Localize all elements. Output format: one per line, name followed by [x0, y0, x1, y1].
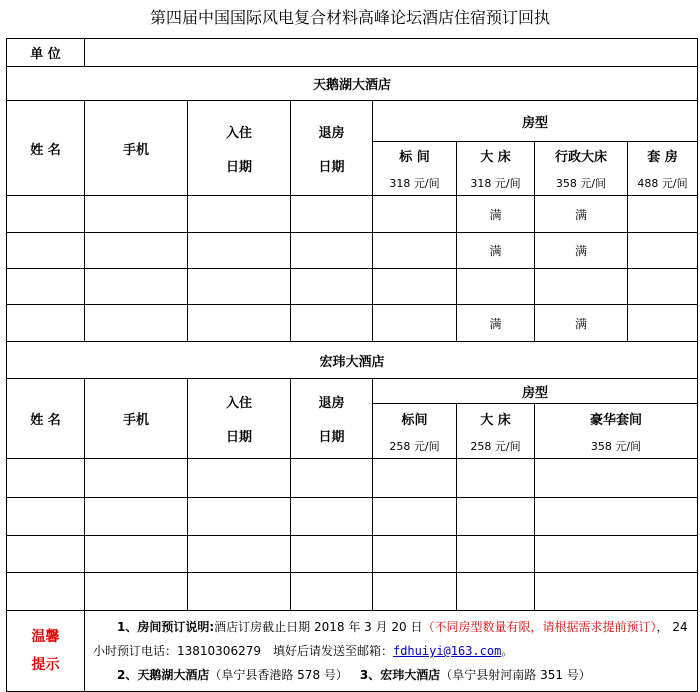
checkin-label: 入住	[225, 125, 252, 141]
text: 318 元/间	[470, 177, 521, 190]
text: 。	[501, 644, 514, 658]
form-cell[interactable]	[188, 573, 291, 611]
hotel1-name: 天鹅湖大酒店	[7, 67, 698, 101]
text: 标间	[401, 412, 428, 428]
room-king	[457, 404, 535, 459]
text: 3、宏玮大酒店	[359, 668, 441, 682]
form-cell[interactable]	[535, 498, 698, 536]
room-king	[457, 142, 535, 196]
form-cell[interactable]	[373, 305, 457, 342]
form-cell[interactable]	[628, 196, 698, 233]
form-cell[interactable]	[373, 233, 457, 269]
form-cell[interactable]	[535, 269, 628, 305]
col-checkout	[291, 101, 373, 196]
form-cell[interactable]	[188, 269, 291, 305]
hotel2-name: 宏玮大酒店	[7, 342, 698, 379]
form-cell[interactable]	[85, 536, 188, 573]
form-cell[interactable]	[85, 269, 188, 305]
form-cell[interactable]	[188, 305, 291, 342]
form-cell[interactable]	[7, 498, 85, 536]
table-row	[7, 536, 698, 573]
col-checkin	[188, 379, 291, 459]
text: 行政大床	[554, 150, 607, 165]
checkout-label: 退房	[318, 125, 345, 141]
form-cell[interactable]	[7, 196, 85, 233]
tips-content	[85, 611, 698, 692]
text: 豪华套间	[590, 412, 643, 428]
col-name: 姓 名	[7, 379, 85, 459]
table-row	[7, 305, 698, 342]
form-cell[interactable]	[85, 305, 188, 342]
form-cell[interactable]	[291, 498, 373, 536]
form-cell[interactable]	[188, 536, 291, 573]
text: 大 床	[480, 412, 511, 428]
form-cell[interactable]	[85, 573, 188, 611]
form-cell[interactable]	[85, 459, 188, 498]
tips-label	[7, 611, 85, 692]
text: 488 元/间	[637, 177, 688, 190]
text: （阜宁县射河南路 351 号）	[440, 668, 591, 682]
booking-form-table	[6, 38, 698, 692]
form-cell[interactable]	[457, 536, 535, 573]
form-cell[interactable]: 满	[535, 305, 628, 342]
form-cell[interactable]	[85, 196, 188, 233]
form-cell[interactable]	[457, 459, 535, 498]
text: 标 间	[399, 150, 430, 165]
room-standard	[373, 142, 457, 196]
form-cell[interactable]	[628, 305, 698, 342]
text: （阜宁县香港路 578 号）	[209, 668, 348, 682]
form-cell[interactable]	[7, 459, 85, 498]
form-cell[interactable]	[7, 305, 85, 342]
form-cell[interactable]	[628, 269, 698, 305]
text: 2、天鹅湖大酒店	[117, 668, 210, 682]
form-cell[interactable]	[291, 196, 373, 233]
col-checkin	[188, 101, 291, 196]
room-suite	[628, 142, 698, 196]
form-cell[interactable]	[291, 459, 373, 498]
form-cell[interactable]	[457, 573, 535, 611]
form-cell[interactable]: 满	[535, 196, 628, 233]
form-cell[interactable]	[291, 233, 373, 269]
text: 酒店订房截止日期 2018 年 3 月 20 日	[214, 620, 423, 634]
form-cell[interactable]	[535, 536, 698, 573]
form-cell[interactable]	[291, 573, 373, 611]
form-cell[interactable]	[373, 536, 457, 573]
form-cell[interactable]	[373, 459, 457, 498]
form-cell[interactable]	[85, 498, 188, 536]
form-cell[interactable]	[7, 573, 85, 611]
form-cell[interactable]	[188, 498, 291, 536]
col-room-type: 房型	[373, 379, 698, 404]
text: ， 24 小时预订电话：13810306279 填好后请发送至邮箱：	[93, 620, 688, 658]
form-cell[interactable]	[373, 573, 457, 611]
checkout-label: 退房	[318, 396, 345, 411]
checkin-label: 入住	[225, 396, 252, 411]
table-row	[7, 196, 698, 233]
table-row	[7, 573, 698, 611]
form-cell[interactable]	[628, 233, 698, 269]
table-row	[7, 498, 698, 536]
col-checkout	[291, 379, 373, 459]
text: 套 房	[647, 150, 678, 165]
form-cell[interactable]	[373, 196, 457, 233]
text: 温馨	[31, 629, 60, 645]
text: 318 元/间	[389, 177, 440, 190]
text: 358 元/间	[590, 439, 642, 453]
room-standard	[373, 404, 457, 459]
form-cell[interactable]	[535, 459, 698, 498]
form-cell[interactable]	[291, 305, 373, 342]
form-cell[interactable]: 满	[535, 233, 628, 269]
page-title: 第四届中国国际风电复合材料高峰论坛酒店住宿预订回执	[149, 8, 550, 27]
table-row	[7, 233, 698, 269]
form-cell[interactable]	[85, 233, 188, 269]
unit-label: 单 位	[7, 39, 85, 67]
text: 358 元/间	[555, 177, 607, 190]
form-cell[interactable]	[373, 498, 457, 536]
form-cell[interactable]	[373, 269, 457, 305]
text: （不同房型数量有限，请根据需求提前预订）	[422, 620, 657, 634]
text: 提示	[31, 657, 60, 673]
form-cell[interactable]	[291, 536, 373, 573]
form-cell[interactable]	[7, 536, 85, 573]
date-label: 日期	[225, 430, 252, 445]
form-cell[interactable]: 满	[457, 305, 535, 342]
form-cell[interactable]	[7, 269, 85, 305]
col-room-type: 房型	[373, 101, 698, 142]
date-label: 日期	[225, 159, 252, 175]
form-cell[interactable]	[188, 196, 291, 233]
col-phone: 手机	[85, 101, 188, 196]
text: 大 床	[480, 150, 511, 165]
table-row	[7, 459, 698, 498]
form-cell[interactable]	[457, 269, 535, 305]
text: 1、房间预订说明:	[117, 620, 215, 634]
col-phone: 手机	[85, 379, 188, 459]
form-cell[interactable]	[188, 233, 291, 269]
form-cell[interactable]	[188, 459, 291, 498]
unit-input[interactable]	[85, 39, 698, 67]
col-name: 姓 名	[7, 101, 85, 196]
form-cell[interactable]	[7, 233, 85, 269]
date-label: 日期	[318, 430, 345, 445]
email-link[interactable]: fdhuiyi@163.com	[392, 644, 502, 658]
room-executive-king	[535, 142, 628, 196]
room-deluxe-suite	[535, 404, 698, 459]
form-cell[interactable]	[535, 573, 698, 611]
text: 258 元/间	[389, 439, 440, 453]
form-cell[interactable]	[457, 498, 535, 536]
form-cell[interactable]: 满	[457, 233, 535, 269]
text: 258 元/间	[470, 439, 521, 453]
table-row	[7, 269, 698, 305]
date-label: 日期	[318, 159, 345, 175]
form-cell[interactable]: 满	[457, 196, 535, 233]
form-cell[interactable]	[291, 269, 373, 305]
